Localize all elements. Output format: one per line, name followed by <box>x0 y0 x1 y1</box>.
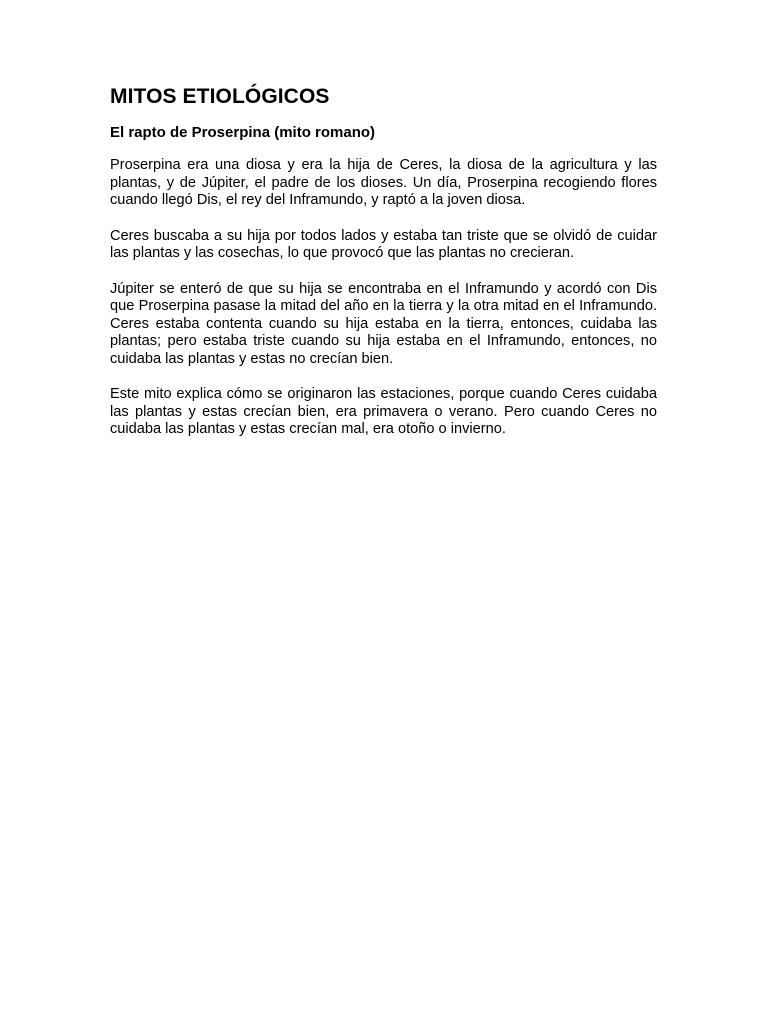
document-body <box>110 84 657 457</box>
paragraph-2: Ceres buscaba a su hija por todos lados y estaba tan triste que se olvidó de cuidar las plantas y las cosechas, lo que provocó que las plantas no crecieran. <box>110 227 657 262</box>
paragraph-4: Este mito explica cómo se originaron las estaciones, porque cuando Ceres cuidaba las plantas y estas crecían bien, era primavera o verano. Pero cuando Ceres no cuidaba las plantas y estas crecían mal, era otoño o invierno. <box>110 386 657 438</box>
paragraph-1: Proserpina era una diosa y era la hija de Ceres, la diosa de la agricultura y las plantas, y de Júpiter, el padre de los dioses. Un día, Proserpina recogiendo flores cuando llegó Dis, el rey del Inframundo, y raptó a la joven diosa. <box>110 157 657 209</box>
document-subtitle: El rapto de Proserpina (mito romano) <box>110 124 376 142</box>
document-title: MITOS ETIOLÓGICOS <box>110 85 330 108</box>
paragraph-3: Júpiter se enteró de que su hija se encontraba en el Inframundo y acordó con Dis que Proserpina pasase la mitad del año en la tierra y la otra mitad en el Inframundo. Ceres estaba contenta cuando su hija estaba en la tierra, entonces, cuidaba las plantas; pero estaba triste cuando su hija estaba en el Inframundo, entonces, no cuidaba las plantas y estas no crecían bien. <box>110 280 657 367</box>
